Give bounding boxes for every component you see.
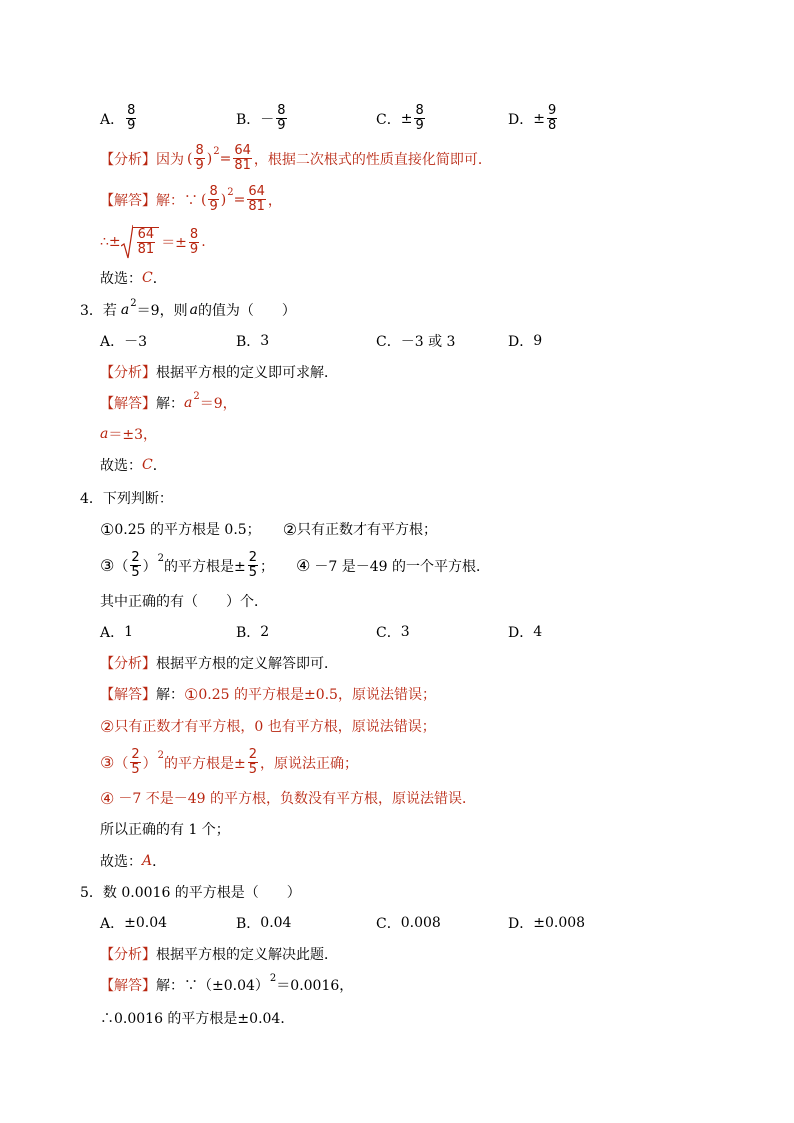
analysis-tag: 【分析】	[100, 151, 156, 168]
statement-text: 的平方根是±	[164, 558, 246, 575]
radicand-fraction	[137, 228, 156, 257]
stem-text: 数 0.0016 的平方根是（ ）	[102, 885, 301, 901]
denominator: 9	[189, 241, 199, 257]
q4-answer-3	[100, 748, 358, 777]
question-number: 4．	[80, 491, 103, 507]
choice-value: C	[142, 270, 153, 286]
option-letter: C．	[376, 916, 401, 932]
numerator: 8	[209, 184, 218, 199]
stem-text: 下列判断：	[102, 491, 173, 507]
q5-stem	[80, 882, 301, 902]
analysis-fraction-2	[233, 144, 252, 173]
q4-statements-2	[100, 551, 490, 580]
q4-options	[0, 622, 794, 644]
q5-options	[0, 913, 794, 935]
analysis-text: 根据平方根的定义解决此题．	[156, 947, 338, 963]
paren-left: （	[114, 558, 129, 575]
option-letter: C．	[376, 334, 401, 350]
q3-options	[0, 331, 794, 353]
option-letter: B．	[236, 334, 261, 350]
analysis-text: 因为	[156, 151, 184, 168]
denominator: 81	[234, 158, 251, 173]
question-number: 5．	[80, 885, 103, 901]
option-letter: D．	[508, 334, 534, 350]
paren-right: ）	[142, 755, 157, 772]
q4-answer-4	[100, 788, 476, 808]
conclusion-text: ∴0.0016 的平方根是±0.04．	[100, 1011, 295, 1027]
paren-left: (	[201, 191, 207, 208]
option-letter: C．	[376, 111, 401, 128]
period: .	[201, 234, 206, 250]
answer-tag: 【解答】	[100, 978, 156, 994]
q4-analysis	[100, 653, 338, 673]
denominator: 8	[547, 118, 557, 133]
q4-answer	[100, 684, 436, 704]
option-sign: －	[260, 111, 275, 128]
option-letter: A．	[100, 625, 125, 641]
numerator: 2	[248, 550, 258, 565]
analysis-fraction	[194, 144, 204, 173]
answer-fraction	[130, 748, 140, 777]
q2-answer	[100, 185, 282, 214]
answer-fraction-2	[248, 748, 258, 777]
q3-answer-line-2	[100, 424, 157, 444]
q3-option-c[interactable]	[376, 331, 455, 351]
option-letter: A．	[100, 111, 125, 128]
q2-options	[0, 103, 794, 133]
q3-option-d[interactable]	[508, 331, 542, 351]
equals-sign: =	[219, 150, 232, 167]
paren-right: )	[220, 191, 227, 208]
answer-text: 0.25 的平方根是±0.5，原说法错误；	[198, 687, 436, 703]
choice-label: 故选：	[100, 854, 142, 870]
analysis-tag: 【分析】	[100, 947, 156, 963]
numerator: 8	[415, 103, 424, 118]
statement-marker: ④	[100, 788, 115, 808]
numerator: 9	[547, 103, 557, 118]
denominator: 81	[137, 242, 155, 257]
q4-statements-1	[100, 519, 437, 539]
answer-fraction-2	[247, 185, 266, 214]
option-letter: A．	[100, 334, 125, 350]
statement-text: －7 是－49 的一个平方根．	[314, 558, 490, 575]
paren-left: （	[114, 755, 129, 772]
analysis-tag: 【分析】	[100, 365, 156, 381]
question-text: 其中正确的有（ ）个．	[100, 594, 268, 610]
option-letter: C．	[376, 625, 401, 641]
statement-text: 0.25 的平方根是 0.5；	[114, 522, 261, 538]
option-sign: ±	[533, 110, 545, 127]
option-text: 0.008	[400, 915, 441, 931]
statement-fraction-2	[248, 551, 258, 580]
numerator: 64	[248, 184, 265, 199]
q4-option-a[interactable]	[100, 622, 133, 642]
q5-option-b[interactable]	[236, 913, 291, 933]
stem-text: ＝9，则	[136, 303, 188, 319]
numerator: 8	[127, 103, 136, 118]
statement-fraction	[130, 551, 140, 580]
statement-marker: ②	[100, 716, 115, 736]
answer-tag: 【解答】	[100, 192, 156, 209]
answer-text: －7 不是－49 的平方根，负数没有平方根，原说法错误．	[118, 791, 476, 807]
equals-sign: ＝±	[161, 235, 187, 251]
q4-option-c[interactable]	[376, 622, 410, 642]
analysis-tag: 【分析】	[100, 656, 156, 672]
analysis-text: 根据平方根的定义即可求解．	[156, 365, 338, 381]
q4-question	[100, 591, 268, 611]
q5-answer	[100, 972, 354, 995]
variable: a	[100, 426, 109, 442]
statement-marker: ①	[184, 684, 199, 704]
analysis-text: 根据平方根的定义解答即可．	[156, 656, 338, 672]
choice-value: A	[142, 853, 153, 869]
exponent: 2	[193, 390, 200, 402]
q5-analysis	[100, 944, 338, 964]
option-letter: B．	[236, 916, 261, 932]
option-sign: ±	[400, 110, 413, 127]
q4-answer-2	[100, 716, 436, 736]
denominator: 5	[248, 565, 258, 580]
exponent: 2	[227, 187, 234, 198]
option-text: 2	[260, 624, 270, 640]
option-letter: B．	[236, 625, 261, 641]
q3-answer	[100, 390, 237, 413]
q4-option-b[interactable]	[236, 622, 269, 642]
paren-right: ）	[142, 558, 157, 575]
denominator: 5	[248, 762, 258, 777]
numerator: 2	[248, 747, 258, 762]
numerator: 8	[195, 143, 204, 158]
answer-text: 解：∵	[156, 192, 198, 209]
choice-label: 故选：	[100, 271, 142, 287]
answer-text-end: ，原说法正确；	[260, 755, 359, 772]
option-text: 3	[400, 624, 410, 640]
choice-label: 故选：	[100, 458, 142, 474]
q4-summary	[100, 819, 230, 839]
answer-text-end: ，	[267, 192, 282, 209]
statement-marker: ④	[296, 556, 311, 575]
q2-option-d[interactable]	[508, 104, 559, 133]
variable: a	[120, 302, 130, 318]
choice-end: ．	[152, 271, 167, 287]
denominator: 9	[127, 118, 136, 133]
exponent: 2	[130, 297, 137, 309]
numerator: 64	[234, 143, 251, 158]
q2-analysis	[100, 144, 492, 173]
variable: a	[189, 302, 198, 318]
therefore-text: ∴±	[100, 234, 121, 250]
answer-text: ＝±3，	[108, 427, 157, 443]
statement-text: 只有正数才有平方根；	[297, 522, 438, 538]
denominator: 9	[415, 118, 424, 133]
denominator: 9	[209, 199, 218, 214]
option-text: 1	[124, 624, 134, 640]
q5-conclusion	[100, 1008, 294, 1028]
option-text: 4	[533, 624, 543, 640]
stem-text: 的值为（ ）	[197, 303, 296, 319]
numerator: 2	[131, 747, 140, 762]
answer-text: 解：	[156, 396, 184, 412]
statement-marker: ③	[100, 753, 115, 772]
q3-analysis	[100, 362, 338, 382]
option-text: ±0.008	[533, 915, 586, 931]
numerator: 2	[131, 550, 140, 565]
exponent: 2	[157, 553, 164, 564]
answer-text-end: ＝0.0016，	[276, 978, 354, 994]
exponent: 2	[269, 972, 277, 984]
q4-stem	[80, 488, 173, 508]
q3-stem	[80, 297, 296, 320]
paren-left: (	[187, 150, 193, 167]
question-number: 3．	[80, 303, 103, 319]
denominator: 81	[248, 199, 265, 214]
numerator: 8	[277, 103, 286, 118]
denominator: 5	[131, 762, 140, 777]
answer-tag: 【解答】	[100, 396, 156, 412]
numerator: 64	[137, 227, 155, 242]
q3-option-a[interactable]	[100, 331, 147, 351]
choice-end: ．	[152, 458, 167, 474]
statement-marker: ③	[100, 556, 115, 575]
option-letter: D．	[508, 625, 534, 641]
choice-end: ．	[152, 854, 167, 870]
exponent: 2	[157, 750, 164, 761]
q2-option-b[interactable]	[236, 104, 289, 133]
denominator: 9	[277, 118, 286, 133]
radicand	[133, 227, 160, 257]
q4-option-d[interactable]	[508, 622, 542, 642]
paren-right: )	[206, 150, 213, 167]
q3-choice	[100, 455, 167, 475]
q2-choice	[100, 268, 167, 288]
q2-conclusion	[100, 224, 206, 260]
radical-sign-icon	[121, 224, 133, 260]
answer-text-end: ＝9，	[199, 396, 237, 412]
summary-text: 所以正确的有 1 个；	[100, 822, 230, 838]
choice-value: C	[142, 457, 153, 473]
exponent: 2	[213, 146, 220, 157]
statement-end: ；	[260, 558, 275, 575]
option-text: －3 或 3	[400, 334, 456, 350]
denominator: 9	[195, 158, 204, 173]
square-root	[121, 224, 160, 260]
q5-option-c[interactable]	[376, 913, 441, 933]
statement-marker: ②	[282, 519, 298, 539]
answer-tag: 【解答】	[100, 687, 156, 703]
option-letter: A．	[100, 916, 125, 932]
q3-option-b[interactable]	[236, 331, 269, 351]
q5-option-a[interactable]	[100, 913, 167, 933]
q2-option-a[interactable]	[100, 104, 138, 133]
equals-sign: =	[233, 191, 246, 208]
option-letter: D．	[508, 916, 534, 932]
option-text: 9	[533, 333, 543, 349]
q5-option-d[interactable]	[508, 913, 585, 933]
option-text: －3	[124, 334, 148, 350]
option-fraction	[276, 104, 286, 133]
option-text: 3	[260, 333, 270, 349]
option-fraction	[547, 104, 557, 133]
answer-text: 解：∵（±0.04）	[156, 978, 269, 994]
variable: a	[184, 395, 193, 411]
denominator: 5	[131, 565, 140, 580]
statement-marker: ①	[100, 519, 115, 539]
numerator: 8	[189, 226, 199, 242]
answer-fraction	[208, 185, 218, 214]
answer-text: 只有正数才有平方根，0 也有平方根，原说法错误；	[114, 719, 436, 735]
answer-text: 的平方根是±	[164, 755, 246, 772]
result-fraction	[189, 228, 199, 257]
option-fraction	[126, 104, 136, 133]
option-fraction	[414, 104, 424, 133]
option-text: 0.04	[260, 915, 292, 931]
option-text: ±0.04	[124, 915, 168, 931]
stem-text: 若	[102, 303, 117, 319]
option-letter: B．	[236, 111, 261, 128]
analysis-text-end: ，根据二次根式的性质直接化简即可．	[253, 151, 492, 168]
q2-option-c[interactable]	[376, 104, 427, 133]
option-letter: D．	[508, 111, 534, 128]
answer-text: 解：	[156, 687, 184, 703]
q4-choice	[100, 851, 166, 871]
